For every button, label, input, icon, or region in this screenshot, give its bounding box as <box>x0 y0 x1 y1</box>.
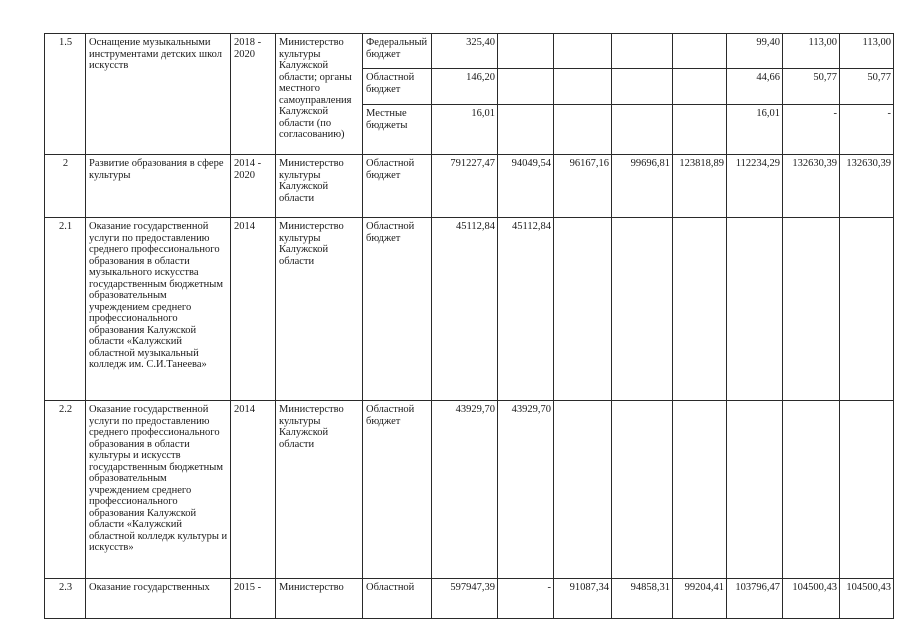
funding-source: Местные бюджеты <box>363 105 432 155</box>
year-value <box>783 218 840 401</box>
year-value: 94858,31 <box>612 579 673 619</box>
year-value: - <box>840 105 894 155</box>
funding-source: Областной бюджет <box>363 155 432 218</box>
activity-title: Оказание государственной услуги по предоставлению среднего профессионального образования в области музыкального искусства государственным бюджетным образовательным учреждением среднего профессионального образования Калужской области «Калужский областной музыкальный колледж им. С.И.Танеева» <box>86 218 231 401</box>
table-row <box>45 218 894 401</box>
year-value: 132630,39 <box>783 155 840 218</box>
year-value: 96167,16 <box>554 155 612 218</box>
year-value: 99204,41 <box>673 579 727 619</box>
funding-source: Областной бюджет <box>363 69 432 105</box>
budget-table <box>44 33 894 619</box>
total-value: 43929,70 <box>432 401 498 579</box>
year-value <box>840 401 894 579</box>
executor: Министерство культуры Калужской области <box>276 155 363 218</box>
period: 2014 <box>231 401 276 579</box>
year-value <box>612 105 673 155</box>
row-number: 2.3 <box>45 579 86 619</box>
row-number: 2.2 <box>45 401 86 579</box>
year-value: 44,66 <box>727 69 783 105</box>
executor: Министерство культуры Калужской области <box>276 401 363 579</box>
year-value: 103796,47 <box>727 579 783 619</box>
funding-source: Федеральный бюджет <box>363 34 432 69</box>
period: 2015 - <box>231 579 276 619</box>
activity-title: Оказание государственной услуги по предоставлению среднего профессионального образования в области культуры и искусств государственным бюджетным образовательным учреждением среднего профессионального образования Калужской области «Калужский областной колледж культуры и искусств» <box>86 401 231 579</box>
year-value: 43929,70 <box>498 401 554 579</box>
table-row <box>45 401 894 579</box>
executor: Министерство культуры Калужской области; органы местного самоуправления Калужской области (по согласованию) <box>276 34 363 155</box>
year-value <box>498 34 554 69</box>
year-value <box>554 105 612 155</box>
year-value: 94049,54 <box>498 155 554 218</box>
year-value <box>840 218 894 401</box>
funding-source: Областной <box>363 579 432 619</box>
year-value <box>783 401 840 579</box>
year-value <box>554 401 612 579</box>
year-value: 99696,81 <box>612 155 673 218</box>
table-row <box>45 34 894 69</box>
table-row <box>45 155 894 218</box>
year-value <box>673 69 727 105</box>
funding-source: Областной бюджет <box>363 401 432 579</box>
year-value: 113,00 <box>783 34 840 69</box>
executor: Министерство культуры Калужской области <box>276 218 363 401</box>
year-value <box>612 69 673 105</box>
year-value: - <box>783 105 840 155</box>
executor: Министерство <box>276 579 363 619</box>
period: 2018 - 2020 <box>231 34 276 155</box>
year-value: 50,77 <box>783 69 840 105</box>
table-row <box>45 579 894 619</box>
year-value: 50,77 <box>840 69 894 105</box>
activity-title: Оказание государственных <box>86 579 231 619</box>
total-value: 597947,39 <box>432 579 498 619</box>
year-value: 112234,29 <box>727 155 783 218</box>
year-value: 104500,43 <box>783 579 840 619</box>
row-number: 1.5 <box>45 34 86 155</box>
year-value <box>673 34 727 69</box>
year-value: 91087,34 <box>554 579 612 619</box>
year-value: 45112,84 <box>498 218 554 401</box>
year-value <box>727 401 783 579</box>
year-value <box>498 105 554 155</box>
total-value: 16,01 <box>432 105 498 155</box>
year-value <box>612 218 673 401</box>
year-value: 132630,39 <box>840 155 894 218</box>
total-value: 325,40 <box>432 34 498 69</box>
year-value: 16,01 <box>727 105 783 155</box>
total-value: 791227,47 <box>432 155 498 218</box>
year-value <box>554 69 612 105</box>
year-value <box>673 401 727 579</box>
year-value: 104500,43 <box>840 579 894 619</box>
total-value: 45112,84 <box>432 218 498 401</box>
year-value <box>727 218 783 401</box>
year-value <box>554 34 612 69</box>
year-value: 113,00 <box>840 34 894 69</box>
year-value <box>498 69 554 105</box>
period: 2014 - 2020 <box>231 155 276 218</box>
year-value <box>612 34 673 69</box>
activity-title: Развитие образования в сфере культуры <box>86 155 231 218</box>
year-value <box>612 401 673 579</box>
period: 2014 <box>231 218 276 401</box>
activity-title: Оснащение музыкальными инструментами детских школ искусств <box>86 34 231 155</box>
row-number: 2 <box>45 155 86 218</box>
year-value: 99,40 <box>727 34 783 69</box>
row-number: 2.1 <box>45 218 86 401</box>
year-value <box>673 105 727 155</box>
year-value <box>554 218 612 401</box>
total-value: 146,20 <box>432 69 498 105</box>
year-value: - <box>498 579 554 619</box>
funding-source: Областной бюджет <box>363 218 432 401</box>
year-value <box>673 218 727 401</box>
year-value: 123818,89 <box>673 155 727 218</box>
